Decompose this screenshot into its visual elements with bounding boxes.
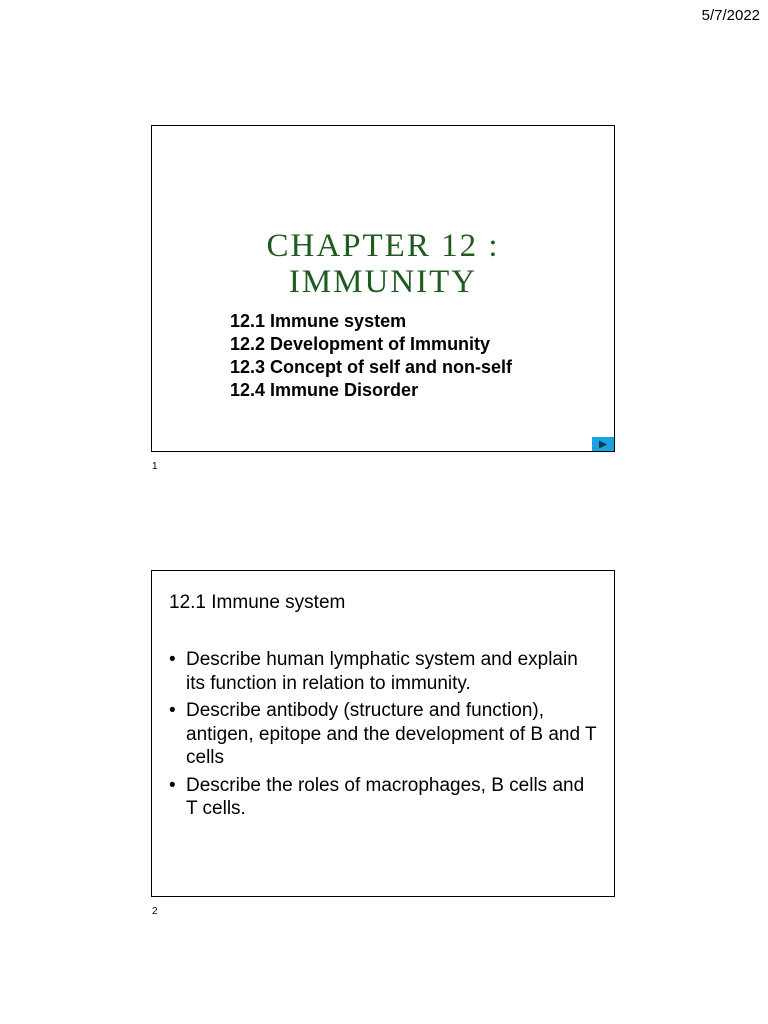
bullet-icon: • — [169, 700, 176, 721]
chapter-title-line: IMMUNITY — [288, 264, 478, 300]
slide-thumbnail-1 — [151, 125, 615, 452]
slide-number: 1 — [152, 461, 158, 472]
bullet-text: Describe antibody (structure and function), antigen, epitope and the development of B and T cells — [186, 700, 597, 768]
chapter-title — [152, 228, 614, 300]
topic-item: 12.4 Immune Disorder — [230, 380, 419, 400]
objective-list — [169, 648, 599, 825]
slide-number: 2 — [152, 906, 158, 917]
bullet-text: Describe human lymphatic system and explain its function in relation to immunity. — [186, 649, 578, 694]
list-item — [169, 699, 599, 770]
bullet-text: Describe the roles of macrophages, B cells and T cells. — [186, 774, 585, 819]
slide-title: 12.1 Immune system — [169, 592, 346, 613]
next-slide-button[interactable] — [592, 437, 614, 451]
topic-list — [230, 310, 512, 402]
print-date: 5/7/2022 — [701, 7, 760, 24]
list-item — [169, 774, 599, 821]
bullet-icon: • — [169, 649, 176, 670]
topic-item: 12.2 Development of Immunity — [230, 334, 491, 354]
slide-thumbnail-2 — [151, 570, 615, 897]
bullet-icon: • — [169, 774, 176, 796]
topic-item: 12.3 Concept of self and non-self — [230, 357, 513, 377]
list-item — [169, 648, 599, 695]
chapter-title-line: CHAPTER 12 : — [266, 228, 500, 264]
play-arrow-icon — [598, 440, 608, 449]
topic-item: 12.1 Immune system — [230, 311, 407, 331]
